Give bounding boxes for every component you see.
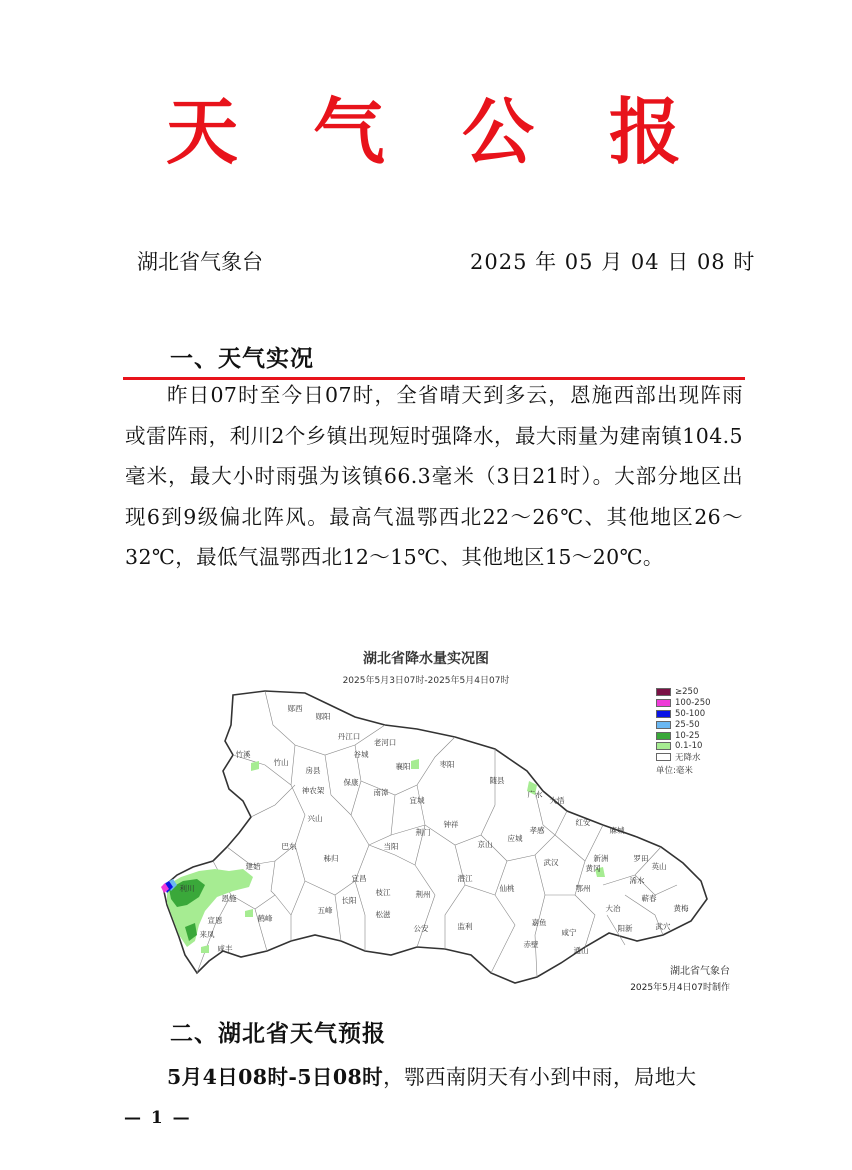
map-city-label: 枝江 xyxy=(375,888,391,897)
legend-row xyxy=(656,741,711,752)
map-city-label: 松滋 xyxy=(375,910,391,919)
legend-swatch xyxy=(656,732,671,740)
map-city-label: 宜昌 xyxy=(351,874,367,883)
page-number: — 1 — xyxy=(124,1108,192,1128)
map-city-label: 广水 xyxy=(527,790,543,799)
legend-swatch xyxy=(656,721,671,729)
legend-swatch xyxy=(656,688,671,696)
map-city-label: 咸丰 xyxy=(217,944,233,953)
title-char-4: 报 xyxy=(609,90,682,174)
legend-swatch xyxy=(656,699,671,707)
map-city-label: 长阳 xyxy=(341,896,357,905)
map-city-label: 京山 xyxy=(477,840,493,849)
map-city-label: 武穴 xyxy=(655,922,671,931)
legend-swatch xyxy=(656,710,671,718)
precipitation-map xyxy=(155,685,715,995)
map-city-label: 鄂州 xyxy=(575,884,591,893)
legend-row xyxy=(656,719,711,730)
map-city-label: 宣恩 xyxy=(207,916,223,925)
map-city-label: 通山 xyxy=(573,946,589,955)
map-city-label: 老河口 xyxy=(373,738,397,747)
legend-label: 25-50 xyxy=(675,719,700,730)
map-city-label: 郧阳 xyxy=(315,712,331,721)
legend-unit: 单位:毫米 xyxy=(656,765,693,776)
map-city-label: 鹤峰 xyxy=(257,914,273,923)
legend-row xyxy=(656,698,711,709)
legend-row xyxy=(656,709,711,720)
map-city-label: 公安 xyxy=(413,924,429,933)
legend-label: 100-250 xyxy=(675,698,711,709)
map-city-label: 阳新 xyxy=(617,924,633,933)
legend-label: ≥250 xyxy=(675,687,699,698)
map-subtitle: 2025年5月3日07时-2025年5月4日07时 xyxy=(342,676,510,686)
legend-label: 0.1-10 xyxy=(675,741,703,752)
map-credit-org: 湖北省气象台 xyxy=(670,966,730,977)
map-title: 湖北省降水量实况图 xyxy=(363,651,489,667)
map-legend xyxy=(656,687,711,776)
map-city-label: 赤壁 xyxy=(523,940,539,949)
map-city-label: 枣阳 xyxy=(439,760,455,769)
map-city-label: 巴东 xyxy=(281,842,297,851)
legend-label: 10-25 xyxy=(675,730,700,741)
map-city-label: 竹山 xyxy=(273,758,289,767)
map-city-label: 秭归 xyxy=(323,854,339,863)
document-title xyxy=(0,92,852,172)
map-city-label: 咸宁 xyxy=(561,928,577,937)
section-heading-observation: 一、天气实况 xyxy=(170,346,314,372)
issuer: 湖北省气象台 xyxy=(137,250,263,274)
map-city-label: 新洲 xyxy=(593,854,609,863)
map-city-label: 襄阳 xyxy=(395,762,411,771)
map-city-label: 蕲春 xyxy=(641,894,657,903)
map-city-label: 宜城 xyxy=(409,796,425,805)
observation-paragraph: 昨日07时至今日07时，全省晴天到多云，恩施西部出现阵雨或雷阵雨，利川2个乡镇出现短时强降水，最大雨量为建南镇104.5毫米，最大小时雨强为该镇66.3毫米（3日21时）。大部分地区出现6到9级偏北阵风。最高气温鄂西北22～26℃、其他地区26～32℃，最低气温鄂西北12～15℃、其他地区15～20℃。 xyxy=(125,383,743,569)
map-city-label: 钟祥 xyxy=(443,820,459,829)
map-city-label: 来凤 xyxy=(199,930,215,939)
map-city-label: 荆州 xyxy=(415,890,431,899)
map-city-label: 当阳 xyxy=(383,842,399,851)
map-credit xyxy=(600,962,730,993)
map-city-label: 利川 xyxy=(179,884,195,893)
map-city-label: 应城 xyxy=(507,834,523,843)
legend-swatch xyxy=(656,742,671,750)
section-heading-forecast: 二、湖北省天气预报 xyxy=(170,1021,386,1047)
map-city-label: 大冶 xyxy=(605,904,621,913)
forecast-period: 5月4日08时-5日08时 xyxy=(167,1065,384,1089)
legend-row xyxy=(656,752,711,763)
map-credit-time: 2025年5月4日07时制作 xyxy=(630,983,730,993)
map-city-label: 麻城 xyxy=(609,826,625,835)
forecast-paragraph xyxy=(125,1057,743,1098)
map-city-label: 神农架 xyxy=(301,786,325,795)
legend-label: 无降水 xyxy=(675,753,701,764)
map-city-label: 建始 xyxy=(245,862,261,871)
province-outline xyxy=(163,691,707,983)
map-city-label: 英山 xyxy=(651,862,667,871)
map-city-label: 嘉鱼 xyxy=(531,918,547,927)
map-city-label: 房县 xyxy=(305,766,321,775)
legend-label: 50-100 xyxy=(675,708,706,719)
legend-row xyxy=(656,730,711,741)
map-city-label: 随县 xyxy=(489,776,505,785)
map-city-label: 恩施 xyxy=(221,894,237,903)
title-char-1: 天 xyxy=(166,90,239,174)
map-city-label: 孝感 xyxy=(529,826,545,835)
map-city-label: 黄梅 xyxy=(673,904,689,913)
map-city-label: 武汉 xyxy=(543,858,559,867)
map-city-label: 南漳 xyxy=(373,788,389,797)
map-city-label: 红安 xyxy=(575,818,591,827)
issue-time: 2025 年 05 月 04 日 08 时 xyxy=(470,250,756,274)
map-city-label: 仙桃 xyxy=(499,884,515,893)
map-city-label: 竹溪 xyxy=(235,750,251,759)
map-city-label: 荆门 xyxy=(415,828,431,837)
legend-row xyxy=(656,687,711,698)
map-city-label: 谷城 xyxy=(353,750,369,759)
map-city-label: 黄冈 xyxy=(585,864,601,873)
forecast-text: ，鄂西南阴天有小到中雨，局地大 xyxy=(383,1065,697,1089)
map-city-label: 丹江口 xyxy=(337,732,361,741)
map-city-label: 罗田 xyxy=(633,854,649,863)
title-char-2: 气 xyxy=(313,90,386,174)
map-city-label: 监利 xyxy=(457,922,473,931)
map-city-label: 浠水 xyxy=(629,876,645,885)
map-city-label: 兴山 xyxy=(307,814,323,823)
title-char-3: 公 xyxy=(462,90,535,174)
map-city-label: 潜江 xyxy=(457,874,473,883)
legend-swatch xyxy=(656,753,671,761)
map-city-label: 五峰 xyxy=(317,906,333,915)
map-city-label: 保康 xyxy=(343,778,359,787)
map-city-label: 大悟 xyxy=(549,796,565,805)
map-city-label: 郧西 xyxy=(287,704,303,713)
